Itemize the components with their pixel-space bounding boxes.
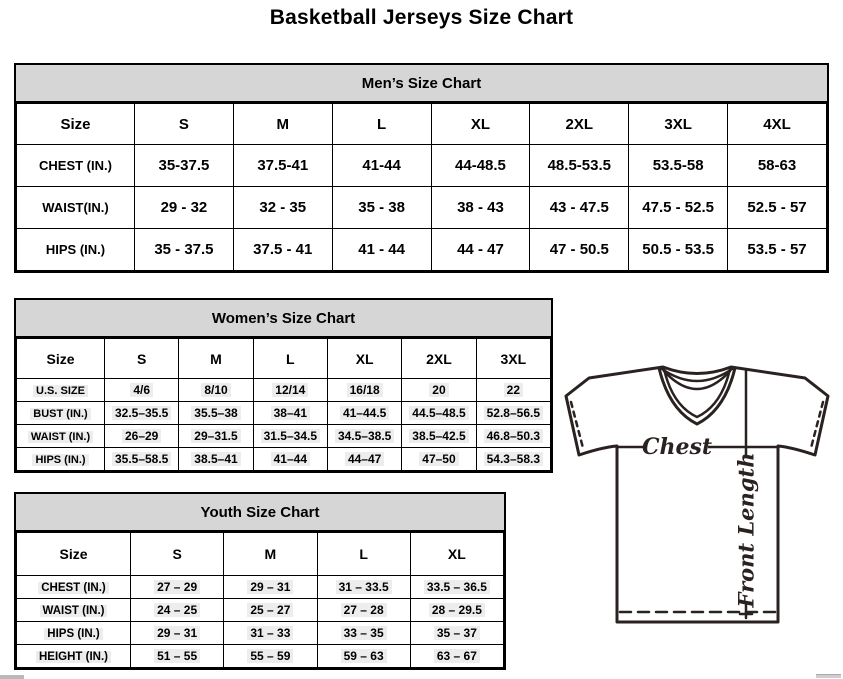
size-value-cell — [179, 379, 253, 402]
size-value: 32.5–35.5 — [112, 406, 171, 420]
size-value-cell — [233, 187, 332, 229]
mens-measure-row — [17, 145, 827, 187]
size-value: 35.5–38 — [191, 406, 240, 420]
size-value: 58-63 — [757, 157, 797, 174]
size-value-cell — [332, 187, 431, 229]
column-header-xl: XL — [327, 339, 401, 379]
size-value: 8/10 — [201, 383, 230, 397]
size-value-cell — [253, 402, 327, 425]
row-label: U.S. SIZE — [33, 385, 88, 397]
row-label-cell — [17, 576, 131, 599]
row-label: CHEST (IN.) — [39, 158, 112, 173]
row-label-cell — [17, 229, 135, 271]
size-value: 28 – 29.5 — [429, 603, 485, 617]
size-value: 16/18 — [347, 383, 383, 397]
womens-size-table — [16, 338, 551, 471]
row-label: HEIGHT (IN.) — [36, 651, 111, 663]
size-column-header: Size — [17, 533, 131, 576]
page-title: Basketball Jerseys Size Chart — [269, 6, 574, 29]
size-value: 52.5 - 57 — [747, 199, 807, 216]
size-value-cell — [253, 425, 327, 448]
row-label-cell — [17, 187, 135, 229]
column-header-xl: XL — [410, 533, 503, 576]
size-value: 53.5-58 — [652, 157, 704, 174]
size-value-cell — [410, 599, 503, 622]
youth-measure-row — [17, 576, 504, 599]
row-label: CHEST (IN.) — [38, 582, 109, 594]
size-value-cell — [476, 402, 550, 425]
column-header-2xl: 2XL — [530, 104, 629, 145]
size-value-cell — [476, 448, 550, 471]
size-value-cell — [105, 425, 179, 448]
jersey-diagram-svg — [556, 357, 838, 625]
size-value: 47–50 — [419, 452, 458, 466]
youth-chart-caption: Youth Size Chart — [16, 494, 504, 532]
size-value: 44 - 47 — [457, 241, 504, 258]
mens-measure-row — [17, 229, 827, 271]
size-value: 50.5 - 53.5 — [642, 241, 714, 258]
size-value-cell — [224, 622, 317, 645]
size-value: 38 - 43 — [457, 199, 504, 216]
size-value: 29 – 31 — [247, 580, 293, 594]
horizontal-scrollbar-fragment-left[interactable] — [0, 675, 24, 679]
size-value-cell — [402, 425, 476, 448]
size-value-cell — [431, 229, 530, 271]
youth-size-chart — [14, 492, 506, 670]
size-value: 47 - 50.5 — [549, 241, 609, 258]
column-header-l: L — [317, 533, 410, 576]
mens-header-row — [17, 104, 827, 145]
size-value: 12/14 — [272, 383, 308, 397]
size-value: 41-44 — [362, 157, 401, 174]
column-header-m: M — [233, 104, 332, 145]
size-value: 27 – 28 — [341, 603, 387, 617]
mens-size-table — [16, 103, 827, 271]
size-column-header: Size — [17, 104, 135, 145]
column-header-m: M — [179, 339, 253, 379]
size-value-cell — [402, 448, 476, 471]
mens-size-chart — [14, 63, 829, 273]
size-value-cell — [629, 229, 728, 271]
youth-measure-row — [17, 599, 504, 622]
row-label-cell — [17, 145, 135, 187]
size-value-cell — [410, 622, 503, 645]
row-label: HIPS (IN.) — [44, 628, 102, 640]
youth-measure-row — [17, 645, 504, 668]
size-value-cell — [253, 448, 327, 471]
size-value-cell — [327, 448, 401, 471]
size-value-cell — [131, 645, 224, 668]
row-label-cell — [17, 599, 131, 622]
column-header-4xl: 4XL — [728, 104, 827, 145]
size-value: 51 – 55 — [154, 649, 200, 663]
size-value-cell — [431, 187, 530, 229]
size-value-cell — [224, 599, 317, 622]
column-header-3xl: 3XL — [629, 104, 728, 145]
chest-label: Chest — [641, 434, 713, 460]
size-value-cell — [233, 229, 332, 271]
size-value: 37.5-41 — [257, 157, 309, 174]
size-value: 35 – 37 — [434, 626, 480, 640]
size-value: 35 - 37.5 — [154, 241, 214, 258]
size-value: 44-48.5 — [455, 157, 506, 174]
womens-size-chart — [14, 298, 553, 473]
column-header-xl: XL — [431, 104, 530, 145]
size-value-cell — [253, 379, 327, 402]
size-value: 29–31.5 — [191, 429, 240, 443]
size-value-cell — [402, 402, 476, 425]
column-header-2xl: 2XL — [402, 339, 476, 379]
size-value-cell — [317, 645, 410, 668]
size-value-cell — [402, 379, 476, 402]
size-value-cell — [179, 448, 253, 471]
size-value: 31 – 33.5 — [336, 580, 392, 594]
row-label-cell — [17, 425, 105, 448]
size-value: 41–44.5 — [340, 406, 389, 420]
size-value: 44–47 — [345, 452, 384, 466]
size-value-cell — [131, 576, 224, 599]
row-label: BUST (IN.) — [30, 408, 90, 420]
size-value-cell — [317, 599, 410, 622]
size-value: 63 – 67 — [434, 649, 480, 663]
size-value-cell — [224, 576, 317, 599]
row-label: WAIST (IN.) — [40, 605, 108, 617]
size-value-cell — [135, 187, 234, 229]
size-value-cell — [105, 379, 179, 402]
size-value-cell — [476, 379, 550, 402]
row-label-cell — [17, 402, 105, 425]
womens-chart-caption: Women’s Size Chart — [16, 300, 551, 338]
size-value: 41 - 44 — [358, 241, 405, 258]
size-value-cell — [135, 229, 234, 271]
row-label-cell — [17, 379, 105, 402]
size-value-cell — [317, 576, 410, 599]
size-value-cell — [530, 187, 629, 229]
youth-header-row — [17, 533, 504, 576]
front-length-label: Front Length — [733, 452, 759, 608]
size-value: 48.5-53.5 — [547, 157, 611, 174]
size-value: 35-37.5 — [158, 157, 210, 174]
size-value: 47.5 - 52.5 — [642, 199, 714, 216]
size-value: 37.5 - 41 — [253, 241, 313, 258]
column-header-l: L — [253, 339, 327, 379]
womens-measure-row — [17, 425, 551, 448]
size-value-cell — [629, 187, 728, 229]
jersey-measurement-diagram — [556, 357, 838, 625]
youth-size-table — [16, 532, 504, 668]
size-value: 22 — [504, 383, 523, 397]
size-value-cell — [431, 145, 530, 187]
size-value: 25 – 27 — [247, 603, 293, 617]
size-value-cell — [410, 576, 503, 599]
size-value: 31 – 33 — [247, 626, 293, 640]
size-value-cell — [629, 145, 728, 187]
mens-chart-caption: Men’s Size Chart — [16, 65, 827, 103]
size-value-cell — [327, 425, 401, 448]
row-label-cell — [17, 448, 105, 471]
column-header-l: L — [332, 104, 431, 145]
size-value: 55 – 59 — [247, 649, 293, 663]
size-value-cell — [530, 145, 629, 187]
size-value-cell — [728, 229, 827, 271]
size-value: 59 – 63 — [341, 649, 387, 663]
size-value: 24 – 25 — [154, 603, 200, 617]
row-label-cell — [17, 645, 131, 668]
size-value-cell — [728, 145, 827, 187]
size-value-cell — [530, 229, 629, 271]
size-value-cell — [179, 402, 253, 425]
youth-measure-row — [17, 622, 504, 645]
size-value: 29 - 32 — [160, 199, 208, 216]
size-value: 41–44 — [271, 452, 310, 466]
size-value: 27 – 29 — [154, 580, 200, 594]
size-value-cell — [135, 145, 234, 187]
column-header-s: S — [135, 104, 234, 145]
column-header-3xl: 3XL — [476, 339, 550, 379]
size-value-cell — [105, 402, 179, 425]
size-column-header: Size — [17, 339, 105, 379]
jersey-outline — [566, 367, 828, 622]
size-value-cell — [332, 229, 431, 271]
row-label: WAIST (IN.) — [28, 431, 93, 443]
size-value: 54.3–58.3 — [484, 452, 543, 466]
size-value: 20 — [429, 383, 448, 397]
column-header-s: S — [105, 339, 179, 379]
size-value: 4/6 — [130, 383, 153, 397]
size-value-cell — [327, 379, 401, 402]
size-value: 38.5–42.5 — [409, 429, 468, 443]
size-value: 43 - 47.5 — [549, 199, 609, 216]
size-value-cell — [327, 402, 401, 425]
size-value: 38.5–41 — [191, 452, 240, 466]
size-value: 32 - 35 — [259, 199, 307, 216]
size-value-cell — [131, 599, 224, 622]
size-value: 34.5–38.5 — [335, 429, 394, 443]
size-value-cell — [332, 145, 431, 187]
size-value: 26–29 — [122, 429, 161, 443]
size-value-cell — [131, 622, 224, 645]
column-header-s: S — [131, 533, 224, 576]
horizontal-scrollbar-fragment-right[interactable] — [816, 674, 841, 678]
size-value-cell — [317, 622, 410, 645]
size-value-cell — [224, 645, 317, 668]
size-value: 35 - 38 — [358, 199, 405, 216]
size-value-cell — [728, 187, 827, 229]
size-value: 33 – 35 — [341, 626, 387, 640]
size-value: 33.5 – 36.5 — [424, 580, 490, 594]
size-value: 52.8–56.5 — [484, 406, 543, 420]
size-value: 53.5 - 57 — [747, 241, 807, 258]
size-value-cell — [105, 448, 179, 471]
row-label: WAIST(IN.) — [42, 200, 109, 215]
size-value-cell — [476, 425, 550, 448]
mens-measure-row — [17, 187, 827, 229]
row-label: HIPS (IN.) — [32, 454, 88, 466]
row-label-cell — [17, 622, 131, 645]
size-value: 44.5–48.5 — [409, 406, 468, 420]
size-value: 29 – 31 — [154, 626, 200, 640]
womens-measure-row — [17, 448, 551, 471]
womens-measure-row — [17, 379, 551, 402]
row-label: HIPS (IN.) — [45, 242, 106, 257]
size-value-cell — [410, 645, 503, 668]
size-value-cell — [179, 425, 253, 448]
size-value-cell — [233, 145, 332, 187]
column-header-m: M — [224, 533, 317, 576]
size-value: 38–41 — [271, 406, 310, 420]
size-value: 35.5–58.5 — [112, 452, 171, 466]
womens-header-row — [17, 339, 551, 379]
size-value: 31.5–34.5 — [261, 429, 320, 443]
womens-measure-row — [17, 402, 551, 425]
size-value: 46.8–50.3 — [484, 429, 543, 443]
